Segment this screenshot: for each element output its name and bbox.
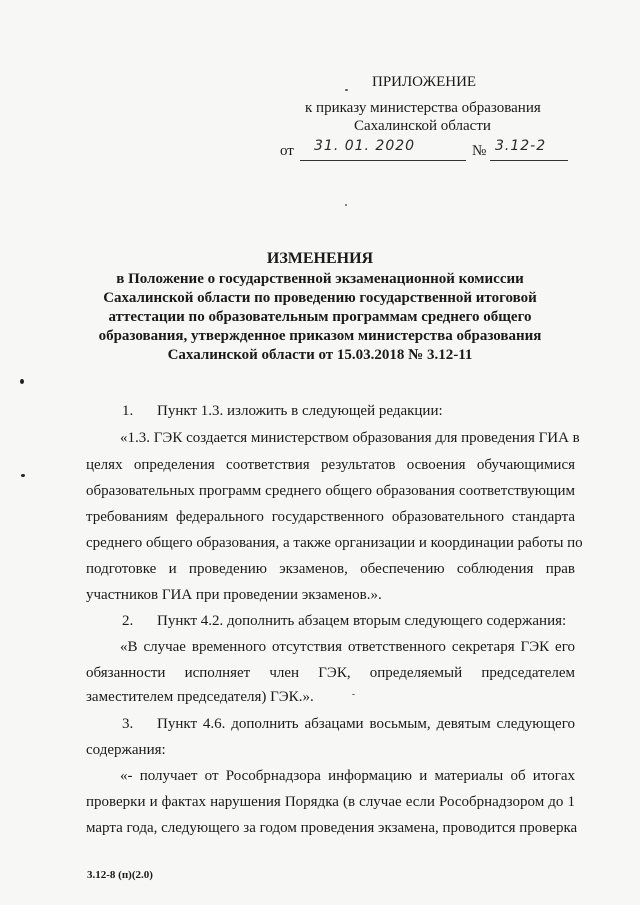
date-underline <box>300 160 466 161</box>
item-1-text: Пункт 1.3. изложить в следующей редакции: <box>157 403 443 419</box>
document-code: 3.12-8 (п)(2.0) <box>87 869 153 881</box>
item-1-number: 1. <box>122 403 134 419</box>
handwritten-date: 31. 01. 2020 <box>314 138 416 154</box>
item-1-quote-line-2: целях определения соответствия результатов освоения обучающимися <box>86 457 575 473</box>
scan-speck <box>21 474 25 477</box>
item-2-quote-line-1: «В случае временного отсутствия ответственного секретаря ГЭК его <box>120 639 575 655</box>
handwritten-number: 3.12-2 <box>495 138 547 154</box>
order-reference: к приказу министерства образования <box>305 100 541 116</box>
scan-speck <box>345 89 348 91</box>
number-underline <box>490 160 568 161</box>
item-3-quote-line-2: проверки и фактах нарушения Порядка (в случае если Рособрнадзором до 1 <box>86 794 575 810</box>
number-label: № <box>472 143 487 159</box>
item-1-quote-line-4: требованиям федерального государственного образовательного стандарта <box>86 509 575 525</box>
scan-speck <box>20 379 24 384</box>
title-line-4: образования, утвержденное приказом министерства образования <box>98 328 542 344</box>
item-3-quote-line-1: «- получает от Рособрнадзора информацию и материалы об итогах <box>120 768 575 784</box>
title-line-1: в Положение о государственной экзаменационной комиссии <box>116 271 524 287</box>
item-3-number: 3. <box>122 716 134 732</box>
item-3-quote-line-3: марта года, следующего за годом проведения экзамена, проводится проверка <box>86 820 578 836</box>
item-2-quote-line-3: заместителем председателя) ГЭК.». <box>86 689 314 705</box>
item-2-quote-line-2: обязанности исполняет член ГЭК, определяемый председателем <box>86 665 575 681</box>
item-1-quote-line-3: образовательных программ среднего общего образования соответствующим <box>86 483 575 499</box>
item-1-quote-line-7: участников ГИА при проведении экзаменов.». <box>86 587 382 603</box>
item-3-text-continued: содержания: <box>86 742 166 758</box>
title-line-2: Сахалинской области по проведению государственной итоговой <box>103 290 537 306</box>
item-2-number: 2. <box>122 613 134 629</box>
item-1-quote-line-5: среднего общего образования, а также организации и координации работы по <box>86 535 583 551</box>
item-1-quote-line-6: подготовке и проведению экзаменов, обеспечению соблюдения прав <box>86 561 575 577</box>
date-label: от <box>280 143 294 159</box>
title-line-5: Сахалинской области от 15.03.2018 № 3.12-11 <box>167 347 473 363</box>
item-2-text: Пункт 4.2. дополнить абзацем вторым следующего содержания: <box>157 613 567 629</box>
item-1-quote-line-1: «1.3. ГЭК создается министерством образования для проведения ГИА в <box>120 430 580 446</box>
title-line-3: аттестации по образовательным программам среднего общего <box>108 309 532 325</box>
appendix-heading: ПРИЛОЖЕНИЕ <box>372 74 477 90</box>
scan-speck <box>345 204 347 206</box>
document-title: ИЗМЕНЕНИЯ <box>266 250 374 267</box>
scan-speck <box>352 694 355 695</box>
item-3-text: Пункт 4.6. дополнить абзацами восьмым, девятым следующего <box>157 716 575 732</box>
region-name: Сахалинской области <box>354 118 491 134</box>
